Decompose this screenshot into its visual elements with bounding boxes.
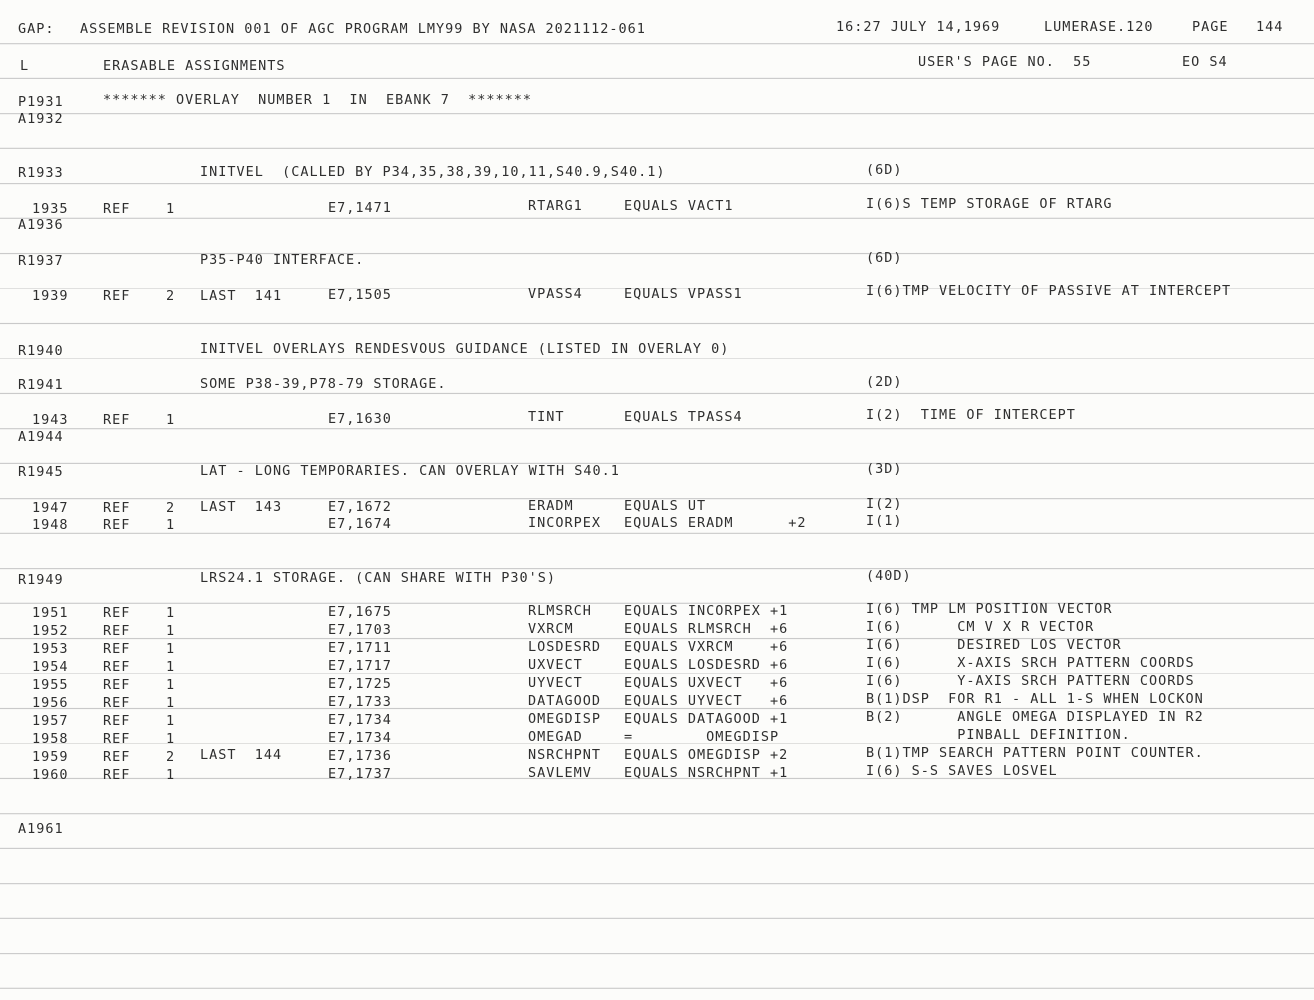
equals-expression: EQUALS UT bbox=[624, 498, 707, 514]
line-number: 1959 bbox=[32, 749, 69, 765]
symbol-name: INCORPEX bbox=[528, 515, 602, 531]
equals-expression: EQUALS LOSDESRD +6 bbox=[624, 657, 789, 673]
overlay-title: ******* OVERLAY NUMBER 1 IN EBANK 7 ******* bbox=[103, 92, 533, 108]
equals-expression: EQUALS VACT1 bbox=[624, 198, 734, 214]
ref-count: 1 bbox=[166, 201, 176, 217]
symbol-name: VPASS4 bbox=[528, 286, 583, 302]
comment: I(6) Y-AXIS SRCH PATTERN COORDS bbox=[866, 673, 1195, 689]
ref-label: REF bbox=[103, 201, 131, 217]
storage-count: (6D) bbox=[866, 162, 903, 178]
subtitle: ERASABLE ASSIGNMENTS bbox=[103, 58, 286, 74]
equals-expression: EQUALS UYVECT +6 bbox=[624, 693, 789, 709]
last-reference: LAST 144 bbox=[200, 747, 283, 763]
comment: I(6) DESIRED LOS VECTOR bbox=[866, 637, 1122, 653]
line-number: R1940 bbox=[18, 343, 64, 359]
address: E7,1675 bbox=[328, 604, 392, 620]
line-number: 1935 bbox=[32, 201, 69, 217]
symbol-name: LOSDESRD bbox=[528, 639, 602, 655]
address: E7,1734 bbox=[328, 712, 392, 728]
remark-text: P35-P40 INTERFACE. bbox=[200, 252, 365, 268]
symbol-name: OMEGDISP bbox=[528, 711, 602, 727]
ref-count: 1 bbox=[166, 517, 176, 533]
ref-count: 1 bbox=[166, 677, 176, 693]
line-number: A1944 bbox=[18, 429, 64, 445]
address: E7,1736 bbox=[328, 748, 392, 764]
line-number: R1949 bbox=[18, 572, 64, 588]
page-label: PAGE bbox=[1192, 19, 1229, 35]
ref-label: REF bbox=[103, 749, 131, 765]
symbol-name: UYVECT bbox=[528, 675, 583, 691]
address: E7,1471 bbox=[328, 200, 392, 216]
assemble-line: ASSEMBLE REVISION 001 OF AGC PROGRAM LMY99 BY NASA 2021112-061 bbox=[80, 21, 646, 37]
address: E7,1717 bbox=[328, 658, 392, 674]
symbol-name: TINT bbox=[528, 409, 565, 425]
users-page-number: USER'S PAGE NO. 55 bbox=[918, 54, 1092, 70]
equals-expression: EQUALS VPASS1 bbox=[624, 286, 743, 302]
comment: I(6) TMP LM POSITION VECTOR bbox=[866, 601, 1113, 617]
comment: I(6) X-AXIS SRCH PATTERN COORDS bbox=[866, 655, 1195, 671]
line-number: 1956 bbox=[32, 695, 69, 711]
symbol-name: OMEGAD bbox=[528, 729, 583, 745]
equals-expression: EQUALS TPASS4 bbox=[624, 409, 743, 425]
symbol-name: DATAGOOD bbox=[528, 693, 602, 709]
comment: B(1)TMP SEARCH PATTERN POINT COUNTER. bbox=[866, 745, 1204, 761]
ref-label: REF bbox=[103, 731, 131, 747]
symbol-name: VXRCM bbox=[528, 621, 574, 637]
comment: I(1) bbox=[866, 513, 903, 529]
ref-count: 1 bbox=[166, 731, 176, 747]
line-number: P1931 bbox=[18, 94, 64, 110]
equals-expression: = OMEGDISP bbox=[624, 729, 780, 745]
line-number: 1952 bbox=[32, 623, 69, 639]
symbol-name: NSRCHPNT bbox=[528, 747, 602, 763]
ref-label: REF bbox=[103, 641, 131, 657]
equals-expression: EQUALS RLMSRCH +6 bbox=[624, 621, 789, 637]
ref-count: 1 bbox=[166, 659, 176, 675]
line-number: A1961 bbox=[18, 821, 64, 837]
ref-label: REF bbox=[103, 605, 131, 621]
comment: B(2) ANGLE OMEGA DISPLAYED IN R2 bbox=[866, 709, 1204, 725]
ref-label: REF bbox=[103, 500, 131, 516]
ref-label: REF bbox=[103, 677, 131, 693]
line-number: 1958 bbox=[32, 731, 69, 747]
storage-count: (3D) bbox=[866, 461, 903, 477]
line-number: 1955 bbox=[32, 677, 69, 693]
comment: B(1)DSP FOR R1 - ALL 1-S WHEN LOCKON bbox=[866, 691, 1204, 707]
ref-count: 1 bbox=[166, 767, 176, 783]
line-number: 1951 bbox=[32, 605, 69, 621]
address: E7,1630 bbox=[328, 411, 392, 427]
ref-count: 1 bbox=[166, 713, 176, 729]
remark-text: SOME P38-39,P78-79 STORAGE. bbox=[200, 376, 447, 392]
remark-text: LRS24.1 STORAGE. (CAN SHARE WITH P30'S) bbox=[200, 570, 556, 586]
storage-count: (2D) bbox=[866, 374, 903, 390]
storage-count: (6D) bbox=[866, 250, 903, 266]
equals-expression: EQUALS NSRCHPNT +1 bbox=[624, 765, 789, 781]
address: E7,1674 bbox=[328, 516, 392, 532]
storage-count: (40D) bbox=[866, 568, 912, 584]
line-number: 1957 bbox=[32, 713, 69, 729]
ref-label: REF bbox=[103, 517, 131, 533]
page-number: 144 bbox=[1256, 19, 1284, 35]
symbol-name: RTARG1 bbox=[528, 198, 583, 214]
file-name: LUMERASE.120 bbox=[1044, 19, 1154, 35]
ref-label: REF bbox=[103, 695, 131, 711]
timestamp: 16:27 JULY 14,1969 bbox=[836, 19, 1001, 35]
address: E7,1672 bbox=[328, 499, 392, 515]
equals-expression: EQUALS UXVECT +6 bbox=[624, 675, 789, 691]
eo-label: EO S4 bbox=[1182, 54, 1228, 70]
address: E7,1505 bbox=[328, 287, 392, 303]
ref-label: REF bbox=[103, 288, 131, 304]
remark-text: INITVEL OVERLAYS RENDESVOUS GUIDANCE (LISTED IN OVERLAY 0) bbox=[200, 341, 730, 357]
address: E7,1737 bbox=[328, 766, 392, 782]
equals-expression: EQUALS DATAGOOD +1 bbox=[624, 711, 789, 727]
ref-label: REF bbox=[103, 623, 131, 639]
gap-label: GAP: bbox=[18, 21, 55, 37]
symbol-name: ERADM bbox=[528, 498, 574, 514]
equals-expression: EQUALS INCORPEX +1 bbox=[624, 603, 789, 619]
comment: PINBALL DEFINITION. bbox=[866, 727, 1131, 743]
comment: I(2) TIME OF INTERCEPT bbox=[866, 407, 1076, 423]
line-number: 1960 bbox=[32, 767, 69, 783]
equals-expression: EQUALS VXRCM +6 bbox=[624, 639, 789, 655]
subtitle-prefix: L bbox=[20, 58, 30, 74]
line-number: A1932 bbox=[18, 111, 64, 127]
line-number: 1954 bbox=[32, 659, 69, 675]
symbol-name: RLMSRCH bbox=[528, 603, 592, 619]
address: E7,1703 bbox=[328, 622, 392, 638]
comment: I(6) CM V X R VECTOR bbox=[866, 619, 1095, 635]
ref-label: REF bbox=[103, 659, 131, 675]
symbol-name: SAVLEMV bbox=[528, 765, 592, 781]
comment: I(6)TMP VELOCITY OF PASSIVE AT INTERCEPT bbox=[866, 283, 1232, 299]
ref-count: 2 bbox=[166, 500, 176, 516]
symbol-name: UXVECT bbox=[528, 657, 583, 673]
line-number: 1947 bbox=[32, 500, 69, 516]
last-reference: LAST 143 bbox=[200, 499, 283, 515]
line-number: A1936 bbox=[18, 217, 64, 233]
line-number: 1953 bbox=[32, 641, 69, 657]
ref-count: 1 bbox=[166, 412, 176, 428]
ref-label: REF bbox=[103, 412, 131, 428]
ref-count: 1 bbox=[166, 623, 176, 639]
line-number: 1943 bbox=[32, 412, 69, 428]
address: E7,1711 bbox=[328, 640, 392, 656]
comment: I(6) S-S SAVES LOSVEL bbox=[866, 763, 1058, 779]
ref-label: REF bbox=[103, 713, 131, 729]
ref-count: 1 bbox=[166, 605, 176, 621]
line-number: R1941 bbox=[18, 377, 64, 393]
address: E7,1733 bbox=[328, 694, 392, 710]
line-number: R1945 bbox=[18, 464, 64, 480]
address: E7,1734 bbox=[328, 730, 392, 746]
line-number: R1937 bbox=[18, 253, 64, 269]
ref-count: 2 bbox=[166, 288, 176, 304]
equals-expression: EQUALS ERADM +2 bbox=[624, 515, 807, 531]
ref-count: 2 bbox=[166, 749, 176, 765]
ref-count: 1 bbox=[166, 695, 176, 711]
remark-text: INITVEL (CALLED BY P34,35,38,39,10,11,S40.9,S40.1) bbox=[200, 164, 666, 180]
ref-label: REF bbox=[103, 767, 131, 783]
equals-expression: EQUALS OMEGDISP +2 bbox=[624, 747, 789, 763]
comment: I(6)S TEMP STORAGE OF RTARG bbox=[866, 196, 1113, 212]
line-number: 1948 bbox=[32, 517, 69, 533]
last-reference: LAST 141 bbox=[200, 288, 283, 304]
address: E7,1725 bbox=[328, 676, 392, 692]
line-number: 1939 bbox=[32, 288, 69, 304]
comment: I(2) bbox=[866, 496, 903, 512]
remark-text: LAT - LONG TEMPORARIES. CAN OVERLAY WITH S40.1 bbox=[200, 463, 620, 479]
ref-count: 1 bbox=[166, 641, 176, 657]
line-number: R1933 bbox=[18, 165, 64, 181]
